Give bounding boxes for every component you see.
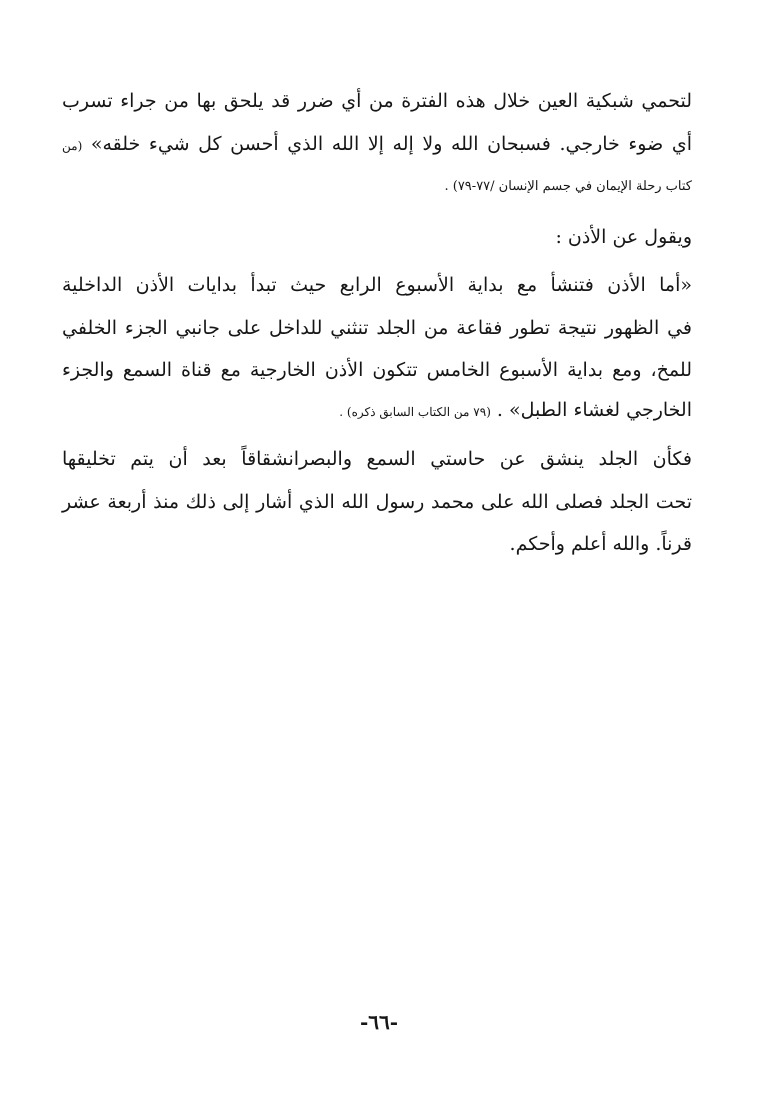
- paragraph-4-line-2: تحت الجلد فصلى الله على محمد رسول الله الذي أشار إلى ذلك منذ أربعة عشر: [62, 491, 692, 513]
- paragraph-3-line-3: للمخ، ومع بداية الأسبوع الخامس تتكون الأذن الخارجية مع قناة السمع والجزء: [62, 359, 692, 381]
- paragraph-3-line-4-text: الخارجي لغشاء الطبل» .: [496, 399, 692, 421]
- paragraph-3-line-1: «أما الأذن فتنشأ مع بداية الأسبوع الرابع حيث تبدأ بدايات الأذن الداخلية: [62, 274, 692, 296]
- paragraph-4-line-1: فكأن الجلد ينشق عن حاستي السمع والبصرانشقاقاً بعد أن يتم تخليقها: [62, 448, 692, 470]
- paragraph-3-line-4-reference: (٧٩ من الكتاب السابق ذكره) .: [339, 405, 491, 419]
- paragraph-3-line-2: في الظهور نتيجة تطور فقاعة من الجلد تنثني للداخل على جانبي الجزء الخلفي: [62, 317, 692, 339]
- paragraph-4-line-3: قرناً. والله أعلم وأحكم.: [509, 533, 692, 555]
- paragraph-1-line-2-text: أي ضوء خارجي. فسبحان الله ولا إله إلا الله الذي أحسن كل شيء خلقه»: [90, 133, 692, 155]
- paragraph-1-reference-line: كتاب رحلة الإيمان في جسم الإنسان /٧٧-٧٩) .: [444, 179, 692, 194]
- paragraph-3-line-4: [62, 397, 692, 423]
- paragraph-1-line-1: لتحمي شبكية العين خلال هذه الفترة من أي ضرر قد يلحق بها من جراء تسرب: [62, 90, 692, 112]
- paragraph-2-line-1: ويقول عن الأذن :: [555, 226, 692, 248]
- paragraph-1-line-2-reference: (من: [62, 139, 83, 153]
- page-number: -٦٦-: [359, 1010, 399, 1034]
- paragraph-1-line-2: [62, 131, 692, 157]
